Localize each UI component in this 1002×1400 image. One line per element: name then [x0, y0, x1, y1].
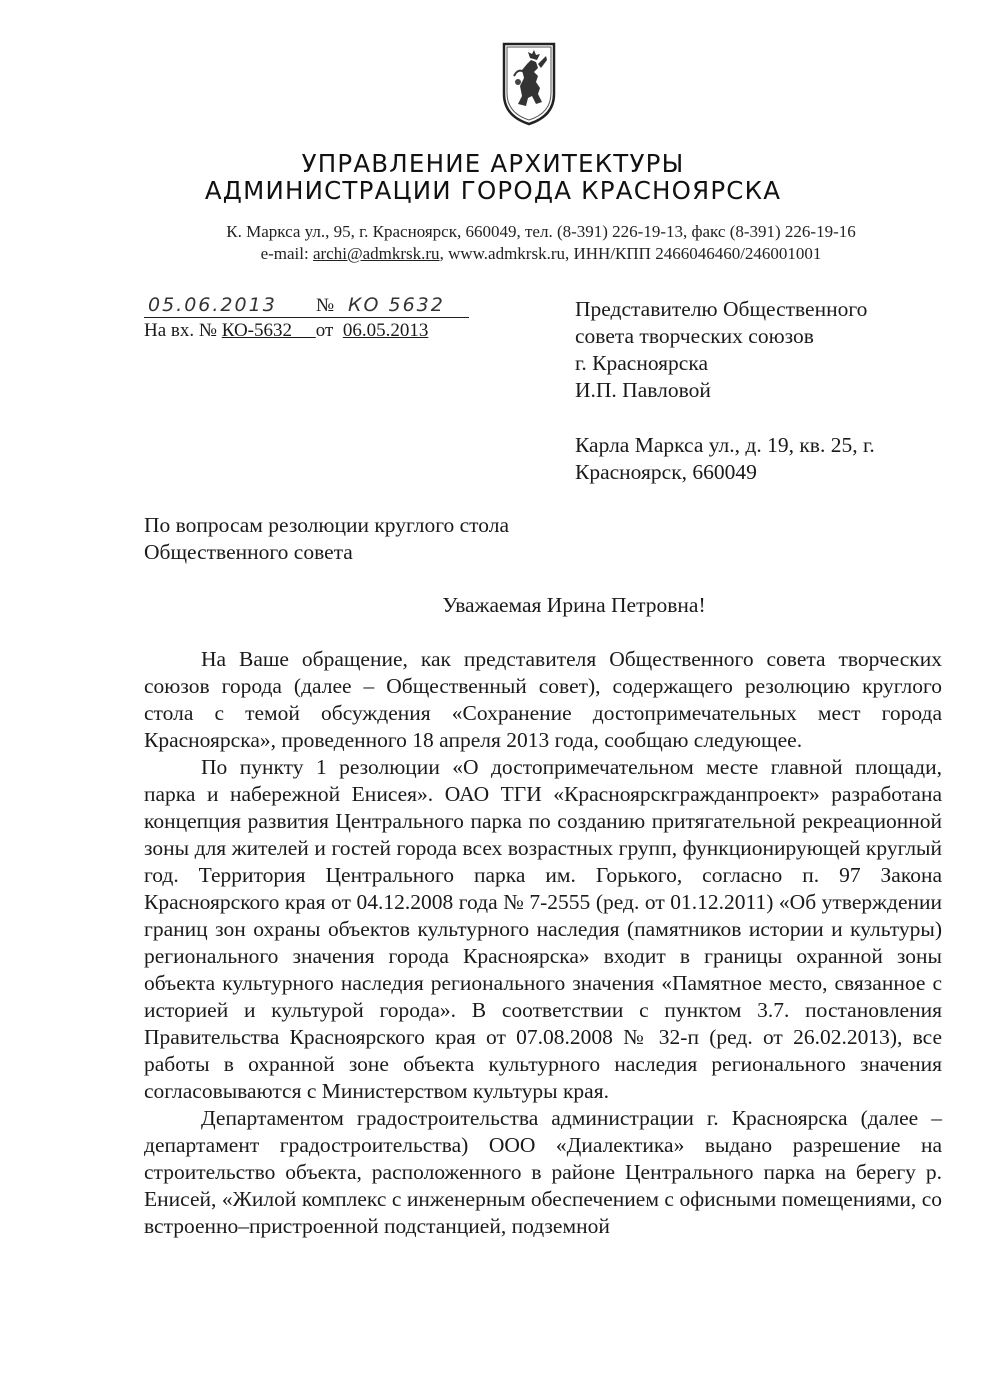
subject [144, 512, 509, 566]
recipient-line: И.П. Павловой [575, 378, 711, 402]
org-address: К. Маркса ул., 95, г. Красноярск, 660049, тел. (8-391) 226-19-13, факс (8-391) 226-19-16 [226, 222, 856, 241]
recipient-address-line: Карла Маркса ул., д. 19, кв. 25, г. [575, 433, 875, 457]
number-sign: № [316, 295, 335, 316]
subject-line: Общественного совета [144, 540, 353, 564]
incoming-number: КО-5632 [221, 320, 293, 341]
greeting: Уважаемая Ирина Петровна! [442, 593, 706, 617]
body-paragraph: На Ваше обращение, как представителя Общественного совета творческих союзов города (далее – Общественный совет), содержащего резолюцию круглого стола с темой обсуждения «Сохранение достопримечательных мест города Красноярска», проведенного 18 апреля 2013 года, сообщаю следующее. [144, 647, 942, 752]
org-name-line2: АДМИНИСТРАЦИИ ГОРОДА КРАСНОЯРСКА [204, 176, 782, 205]
recipient-line: Представителю Общественного [575, 297, 868, 321]
recipient-block [575, 296, 867, 404]
outgoing-date-handwritten: 05.06.2013 [148, 294, 277, 316]
email-label: e-mail: [260, 244, 313, 263]
contacts-rest: , www.admkrsk.ru, ИНН/КПП 2466046460/246001001 [439, 244, 822, 263]
recipient-address-line: Красноярск, 660049 [575, 460, 757, 484]
body-paragraph: Департаментом градостроительства администрации г. Красноярска (далее – департамент градостроительства) ООО «Диалектика» выдано разрешение на строительство объекта, расположенного в районе Центрального парка на берегу р. Енисей, «Жилой комплекс с инженерным обеспечением с офисными помещениями, со встроенно–пристроенной подстанцией, подземной [144, 1106, 942, 1238]
outgoing-number-handwritten: КО 5632 [348, 294, 445, 316]
incoming-prefix: На вх. № [144, 320, 222, 341]
email-link[interactable]: archi@admkrsk.ru [312, 244, 440, 263]
recipient-line: г. Красноярска [575, 351, 709, 375]
letter-body [144, 646, 942, 1240]
from-label: от [315, 320, 334, 341]
coat-of-arms-icon [500, 38, 558, 128]
recipient-address [575, 432, 875, 486]
incoming-reference [144, 320, 428, 342]
body-paragraph: По пункту 1 резолюции «О достопримечательном месте главной площади, парка и набережной Енисея». ОАО ТГИ «Красноярскгражданпроект» разработана концепция развития Центрального парка по созданию притягательной рекреационной зоны для жителей и гостей города всех возрастных групп, функционирующей круглый год. Территория Центрального парка им. Горького, согласно п. 97 Закона Красноярского края от 04.12.2008 года № 7-2555 (ред. от 01.12.2011) «Об утверждении границ зон охраны объектов культурного наследия (памятников истории и культуры) регионального значения города Красноярска» входит в границы охранной зоны объекта культурного наследия регионального значения «Памятное место, связанное с историей и культурой города». В соответствии с пунктом 3.7. постановления Правительства Красноярского края от 07.08.2008 № 32-п (ред. от 26.02.2013), все работы в охранной зоне объекта культурного наследия регионального значения согласовываются с Министерством культуры края. [144, 755, 942, 1103]
org-name-line1: УПРАВЛЕНИЕ АРХИТЕКТУРЫ [301, 149, 685, 178]
incoming-date: 06.05.2013 [342, 320, 429, 341]
org-contacts [40, 244, 1002, 264]
subject-line: По вопросам резолюции круглого стола [144, 513, 510, 537]
recipient-line: совета творческих союзов [575, 324, 814, 348]
